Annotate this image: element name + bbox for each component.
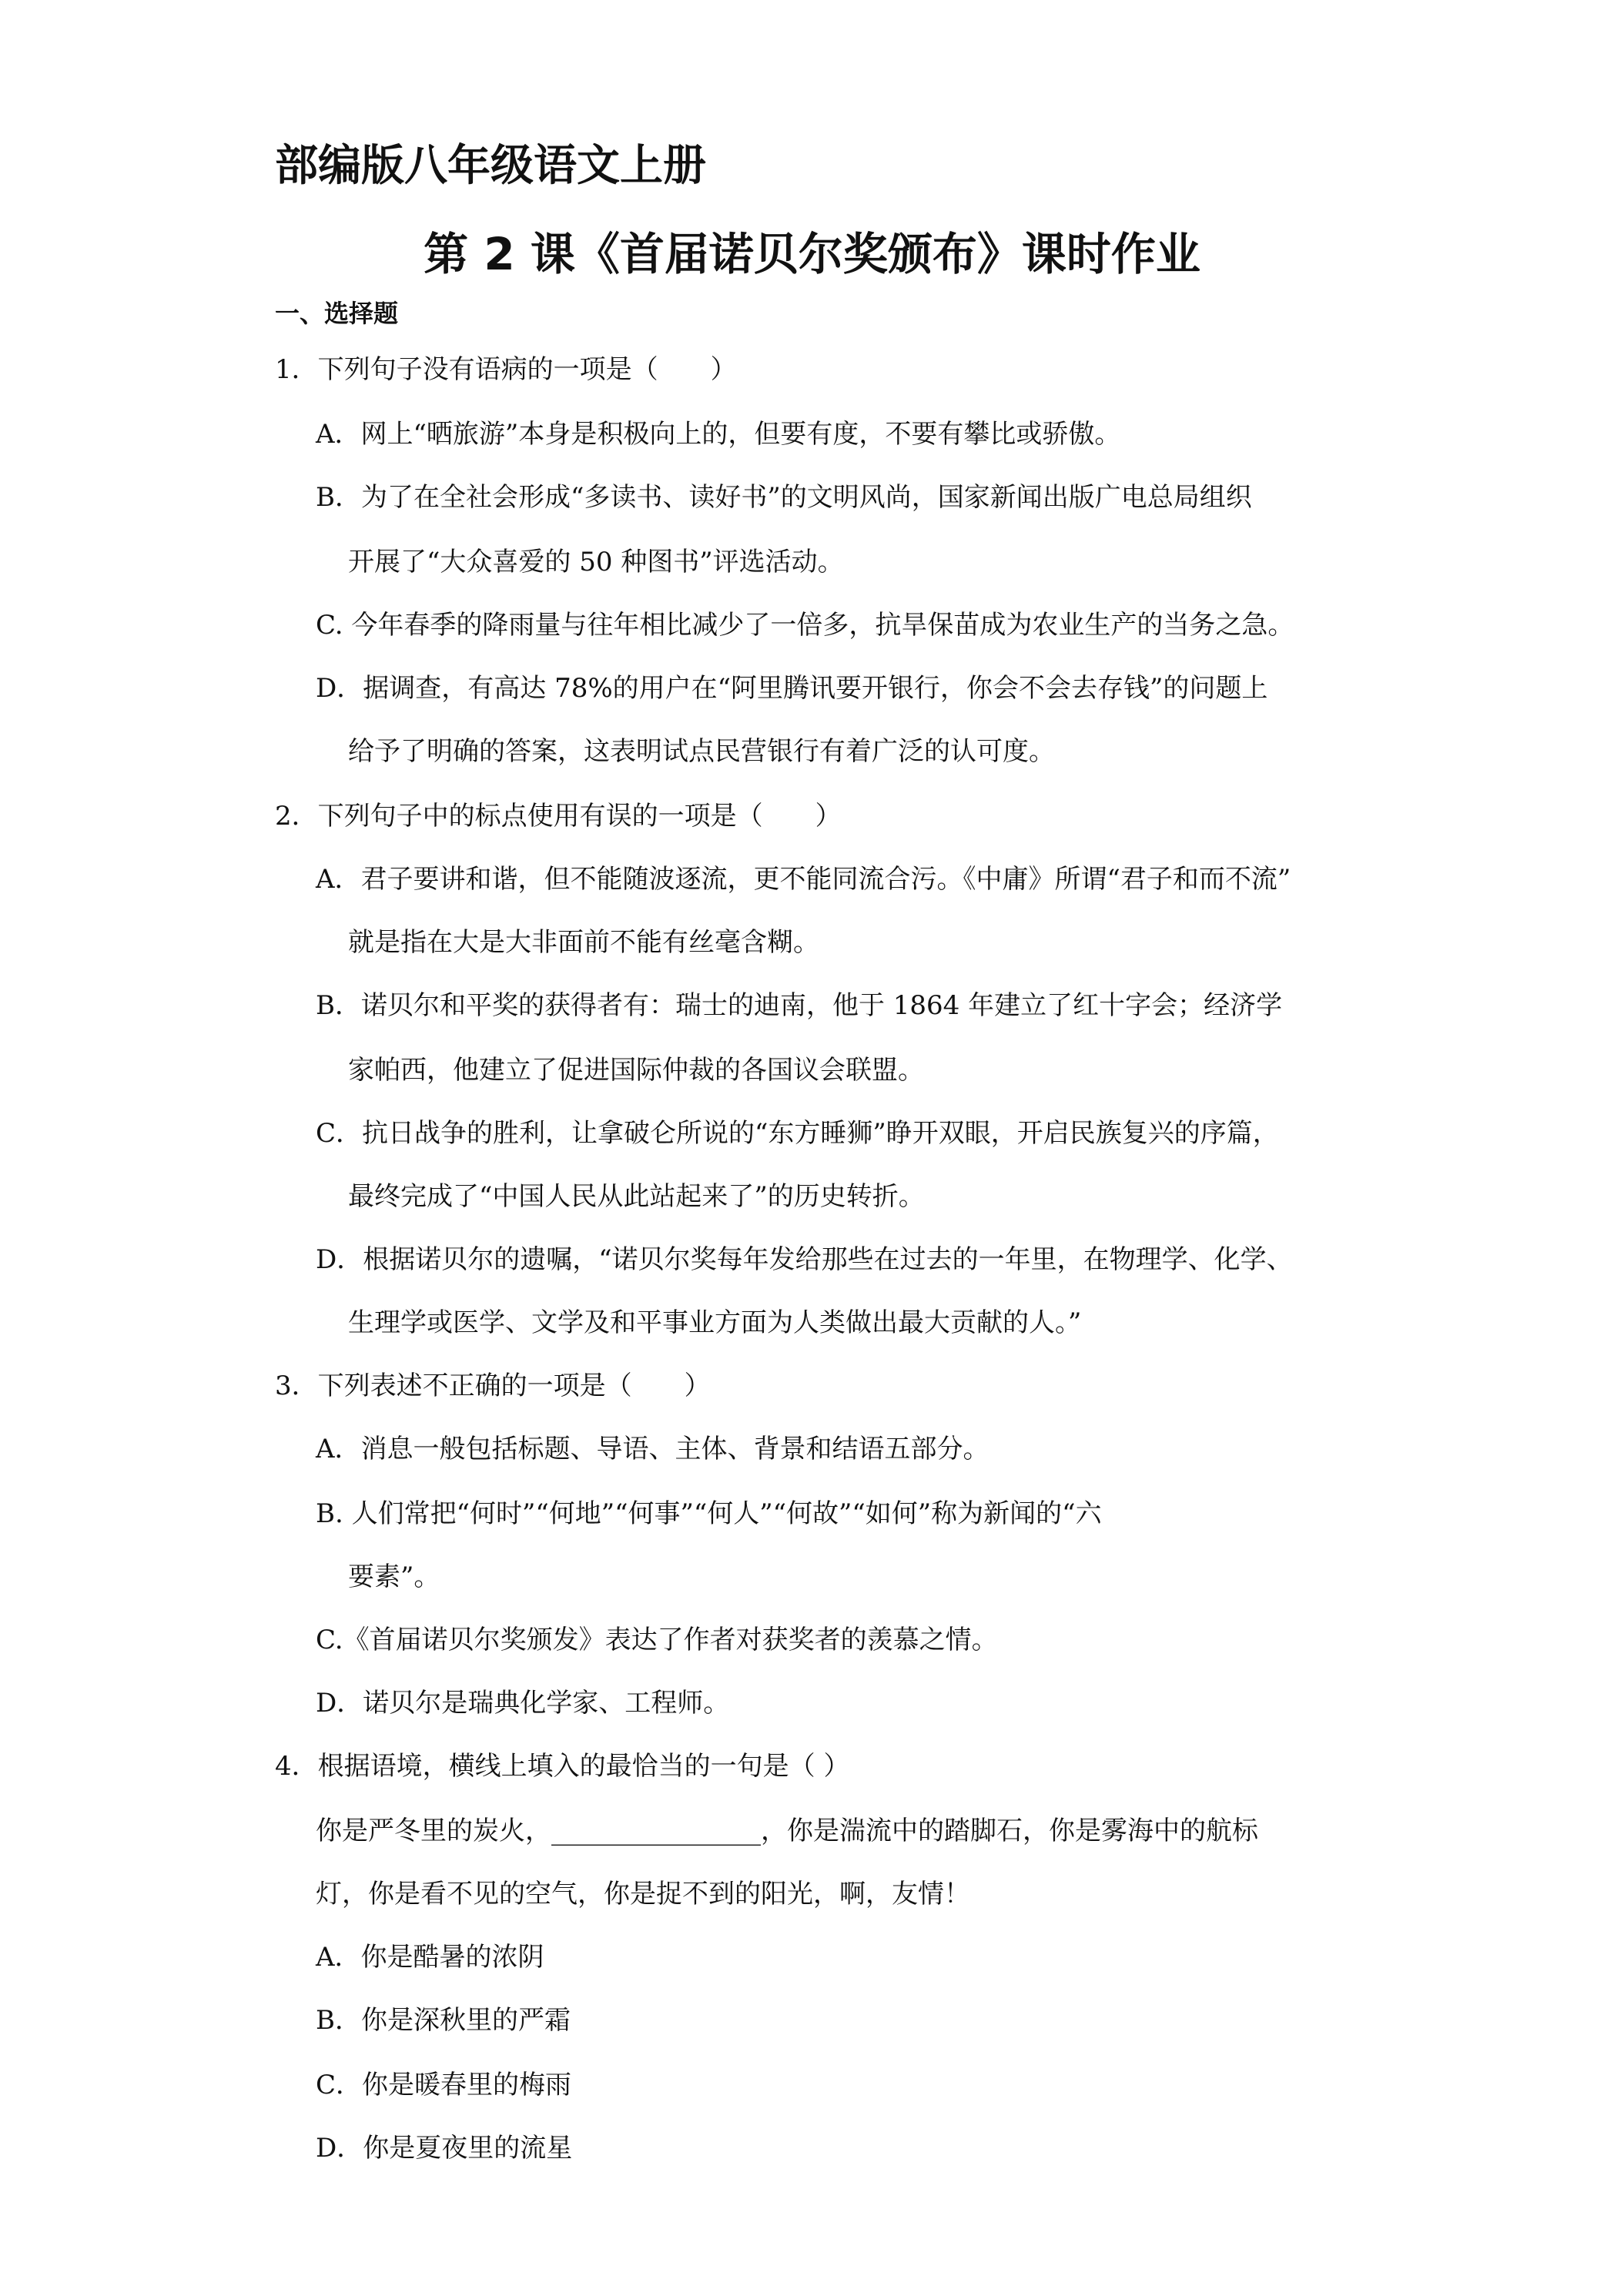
- question-3-option-a: A．消息一般包括标题、导语、主体、背景和结语五部分。: [316, 1434, 989, 1464]
- question-3-option-c: C.《首届诺贝尔奖颁发》表达了作者对获奖者的羡慕之情。: [316, 1625, 998, 1655]
- question-1-option-c: C. 今年春季的降雨量与往年相比减少了一倍多，抗旱保苗成为农业生产的当务之急。: [316, 610, 1294, 641]
- section-heading: 一、选择题: [275, 299, 399, 328]
- document-subtitle: 部编版八年级语文上册: [275, 141, 706, 191]
- question-3-option-b: B. 人们常把“何时”“何地”“何事”“何人”“何故”“如何”称为新闻的“六: [316, 1498, 1102, 1529]
- question-2-stem: 2．下列句子中的标点使用有误的一项是（ ）: [275, 801, 842, 832]
- question-2-option-a: A．君子要讲和谐，但不能随波逐流，更不能同流合污。《中庸》所谓“君子和而不流”: [316, 864, 1291, 895]
- question-1-option-b: B．为了在全社会形成“多读书、读好书”的文明风尚，国家新闻出版广电总局组织: [316, 482, 1252, 513]
- question-2-option-a-cont: 就是指在大是大非面前不能有丝毫含糊。: [348, 927, 819, 958]
- question-1-option-d-cont: 给予了明确的答案，这表明试点民营银行有着广泛的认可度。: [348, 736, 1055, 767]
- question-4-stem: 4．根据语境，横线上填入的最恰当的一句是（ ）: [275, 1751, 850, 1782]
- question-4-passage-cont: 灯，你是看不见的空气，你是捉不到的阳光，啊，友情！: [316, 1879, 970, 1909]
- question-2-option-c-cont: 最终完成了“中国人民从此站起来了”的历史转折。: [348, 1181, 925, 1212]
- question-4-passage: 你是严冬里的炭火，________________，你是湍流中的踏脚石，你是雾海中的航标: [316, 1816, 1258, 1846]
- document-title: 第 2 课《首届诺贝尔奖颁布》课时作业: [424, 228, 1200, 280]
- question-1-stem: 1．下列句子没有语病的一项是（ ）: [275, 354, 737, 385]
- question-4-option-b: B．你是深秋里的严霜: [316, 2005, 571, 2036]
- question-2-option-d: D．根据诺贝尔的遗嘱，“诺贝尔奖每年发给那些在过去的一年里，在物理学、化学、: [316, 1244, 1293, 1275]
- question-4-option-c: C．你是暖春里的梅雨: [316, 2070, 572, 2100]
- question-3-stem: 3．下列表述不正确的一项是（ ）: [275, 1371, 711, 1401]
- question-2-option-b-cont: 家帕西，他建立了促进国际仲裁的各国议会联盟。: [348, 1055, 924, 1086]
- question-4-option-a: A．你是酷暑的浓阴: [316, 1942, 544, 1973]
- question-3-option-b-cont: 要素”。: [348, 1561, 440, 1592]
- question-2-option-c: C．抗日战争的胜利，让拿破仑所说的“东方睡狮”睁开双眼，开启民族复兴的序篇，: [316, 1118, 1279, 1149]
- question-2-option-b: B．诺贝尔和平奖的获得者有：瑞士的迪南，他于 1864 年建立了红十字会；经济学: [316, 990, 1283, 1021]
- question-1-option-b-cont: 开展了“大众喜爱的 50 种图书”评选活动。: [348, 547, 844, 577]
- question-4-option-d: D．你是夏夜里的流星: [316, 2133, 573, 2164]
- question-1-option-a: A．网上“晒旅游”本身是积极向上的，但要有度，不要有攀比或骄傲。: [316, 419, 1121, 450]
- question-1-option-d: D．据调查，有高达 78%的用户在“阿里腾讯要开银行，你会不会去存钱”的问题上: [316, 673, 1268, 704]
- question-2-option-d-cont: 生理学或医学、文学及和平事业方面为人类做出最大贡献的人。”: [348, 1307, 1082, 1338]
- question-3-option-d: D．诺贝尔是瑞典化学家、工程师。: [316, 1688, 730, 1719]
